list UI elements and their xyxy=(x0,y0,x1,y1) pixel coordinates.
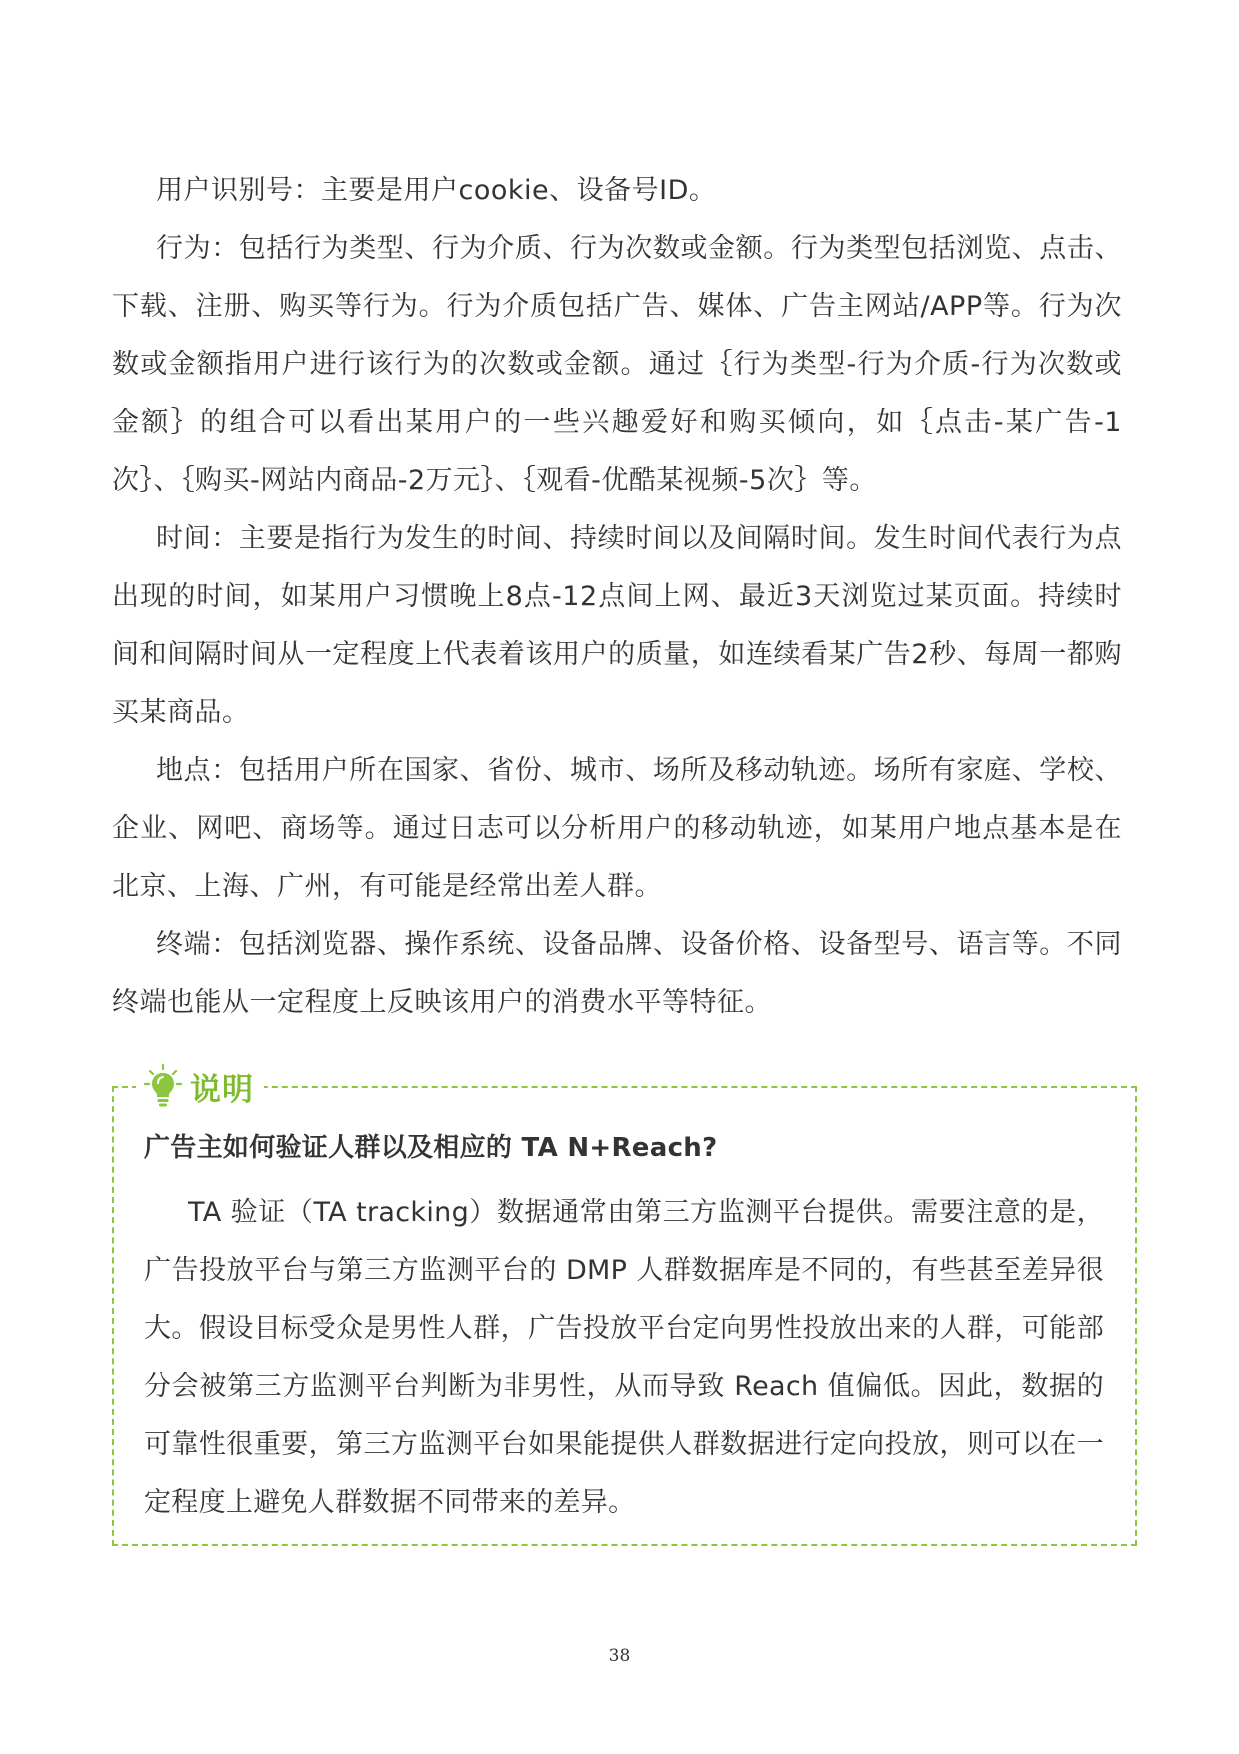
paragraph-behavior: 行为：包括行为类型、行为介质、行为次数或金额。行为类型包括浏览、点击、下载、注册、购买等行为。行为介质包括广告、媒体、广告主网站/APP等。行为次数或金额指用户进行该行为的次数或金额。通过｛行为类型-行为介质-行为次数或金额｝的组合可以看出某用户的一些兴趣爱好和购买倾向，如｛点击-某广告-1次｝、｛购买-网站内商品-2万元｝、｛观看-优酷某视频-5次｝等。 xyxy=(112,233,1122,496)
note-label: 说明 xyxy=(190,1071,254,1108)
note-header xyxy=(136,1058,264,1114)
note-box xyxy=(112,1071,1137,1546)
paragraph-location: 地点：包括用户所在国家、省份、城市、场所及移动轨迹。场所有家庭、学校、企业、网吧、商场等。通过日志可以分析用户的移动轨迹，如某用户地点基本是在北京、上海、广州，有可能是经常出差人群。 xyxy=(112,755,1122,902)
lightbulb-icon xyxy=(142,1063,184,1109)
paragraph-user-id: 用户识别号：主要是用户cookie、设备号ID。 xyxy=(156,175,717,206)
paragraph-time: 时间：主要是指行为发生的时间、持续时间以及间隔时间。发生时间代表行为点出现的时间，如某用户习惯晚上8点-12点间上网、最近3天浏览过某页面。持续时间和间隔时间从一定程度上代表着该用户的质量，如连续看某广告2秒、每周一都购买某商品。 xyxy=(112,523,1122,728)
page-number: 38 xyxy=(608,1646,631,1666)
paragraph-terminal: 终端：包括浏览器、操作系统、设备品牌、设备价格、设备型号、语言等。不同终端也能从一定程度上反映该用户的消费水平等特征。 xyxy=(112,929,1122,1018)
note-title: 广告主如何验证人群以及相应的 TA N+Reach? xyxy=(144,1133,718,1163)
note-body: TA 验证（TA tracking）数据通常由第三方监测平台提供。需要注意的是，广告投放平台与第三方监测平台的 DMP 人群数据库是不同的，有些甚至差异很大。假设目标受众是男性人群，广告投放平台定向男性投放出来的人群，可能部分会被第三方监测平台判断为非男性，从而导致 Reach 值偏低。因此，数据的可靠性很重要，第三方监测平台如果能提供人群数据进行定向投放，则可以在一定程度上避免人群数据不同带来的差异。 xyxy=(144,1197,1104,1518)
body-text xyxy=(112,162,1122,1032)
